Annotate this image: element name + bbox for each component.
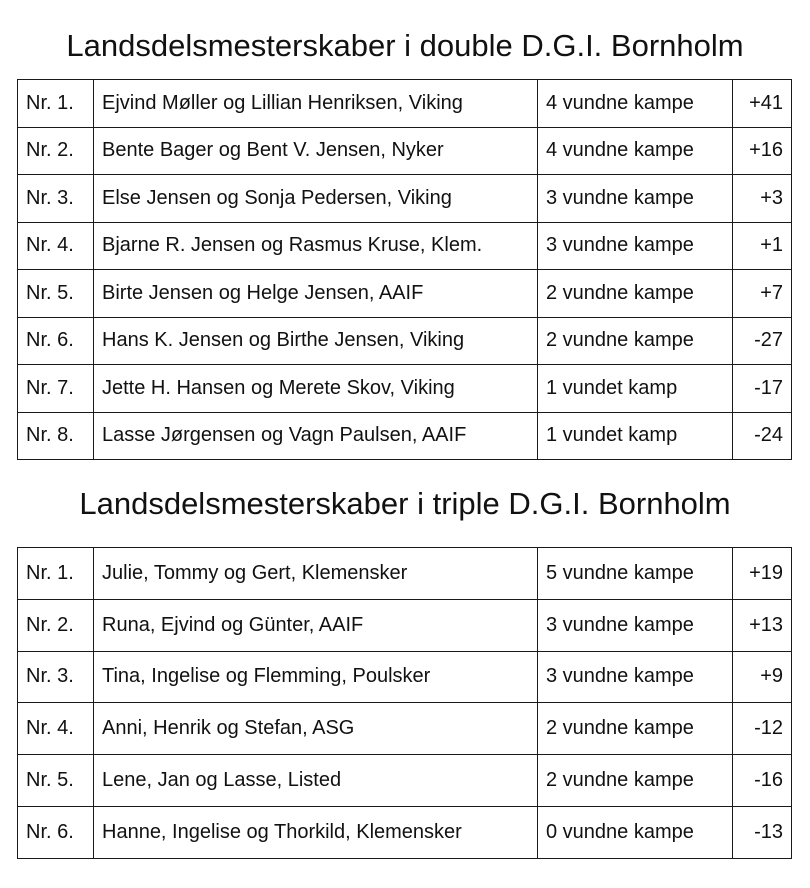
wins-cell: 3 vundne kampe [538,651,733,703]
placement-cell: Nr. 1. [18,548,94,600]
placement-cell: Nr. 3. [18,175,94,223]
wins-cell: 3 vundne kampe [538,175,733,223]
table-row [18,548,792,600]
placement-cell: Nr. 1. [18,80,94,128]
table-row [18,365,792,413]
table-row [18,80,792,128]
score-cell: +7 [733,270,792,318]
players-cell: Else Jensen og Sonja Pedersen, Viking [94,175,538,223]
score-cell: -24 [733,412,792,460]
score-cell: +41 [733,80,792,128]
score-cell: -16 [733,755,792,807]
table-row [18,651,792,703]
double-section-title: Landsdelsmesterskaber i double D.G.I. Bornholm [66,28,744,63]
players-cell: Lene, Jan og Lasse, Listed [94,755,538,807]
wins-cell: 2 vundne kampe [538,703,733,755]
placement-cell: Nr. 3. [18,651,94,703]
wins-cell: 0 vundne kampe [538,806,733,858]
players-cell: Jette H. Hansen og Merete Skov, Viking [94,365,538,413]
score-cell: +16 [733,127,792,175]
players-cell: Tina, Ingelise og Flemming, Poulsker [94,651,538,703]
table-row [18,127,792,175]
triple-section-title: Landsdelsmesterskaber i triple D.G.I. Bornholm [79,486,731,521]
score-cell: -17 [733,365,792,413]
placement-cell: Nr. 4. [18,222,94,270]
placement-cell: Nr. 2. [18,599,94,651]
score-cell: +19 [733,548,792,600]
score-cell: +9 [733,651,792,703]
players-cell: Hanne, Ingelise og Thorkild, Klemensker [94,806,538,858]
table-row [18,755,792,807]
players-cell: Anni, Henrik og Stefan, ASG [94,703,538,755]
score-cell: +13 [733,599,792,651]
double-results-table [17,79,792,460]
triple-results-table [17,547,792,859]
table-row [18,270,792,318]
placement-cell: Nr. 6. [18,317,94,365]
table-row [18,317,792,365]
players-cell: Ejvind Møller og Lillian Henriksen, Viking [94,80,538,128]
wins-cell: 2 vundne kampe [538,755,733,807]
table-row [18,806,792,858]
score-cell: -27 [733,317,792,365]
triple-results-body [18,548,792,859]
wins-cell: 2 vundne kampe [538,317,733,365]
wins-cell: 3 vundne kampe [538,599,733,651]
table-row [18,599,792,651]
placement-cell: Nr. 8. [18,412,94,460]
wins-cell: 4 vundne kampe [538,127,733,175]
placement-cell: Nr. 2. [18,127,94,175]
table-row [18,412,792,460]
score-cell: -12 [733,703,792,755]
double-results-body [18,80,792,460]
wins-cell: 3 vundne kampe [538,222,733,270]
score-cell: -13 [733,806,792,858]
players-cell: Hans K. Jensen og Birthe Jensen, Viking [94,317,538,365]
table-row [18,222,792,270]
placement-cell: Nr. 7. [18,365,94,413]
placement-cell: Nr. 6. [18,806,94,858]
table-row [18,175,792,223]
table-row [18,703,792,755]
wins-cell: 1 vundet kamp [538,412,733,460]
wins-cell: 4 vundne kampe [538,80,733,128]
score-cell: +3 [733,175,792,223]
players-cell: Bjarne R. Jensen og Rasmus Kruse, Klem. [94,222,538,270]
players-cell: Julie, Tommy og Gert, Klemensker [94,548,538,600]
placement-cell: Nr. 5. [18,270,94,318]
wins-cell: 2 vundne kampe [538,270,733,318]
players-cell: Lasse Jørgensen og Vagn Paulsen, AAIF [94,412,538,460]
players-cell: Bente Bager og Bent V. Jensen, Nyker [94,127,538,175]
score-cell: +1 [733,222,792,270]
wins-cell: 1 vundet kamp [538,365,733,413]
players-cell: Runa, Ejvind og Günter, AAIF [94,599,538,651]
placement-cell: Nr. 4. [18,703,94,755]
placement-cell: Nr. 5. [18,755,94,807]
players-cell: Birte Jensen og Helge Jensen, AAIF [94,270,538,318]
wins-cell: 5 vundne kampe [538,548,733,600]
